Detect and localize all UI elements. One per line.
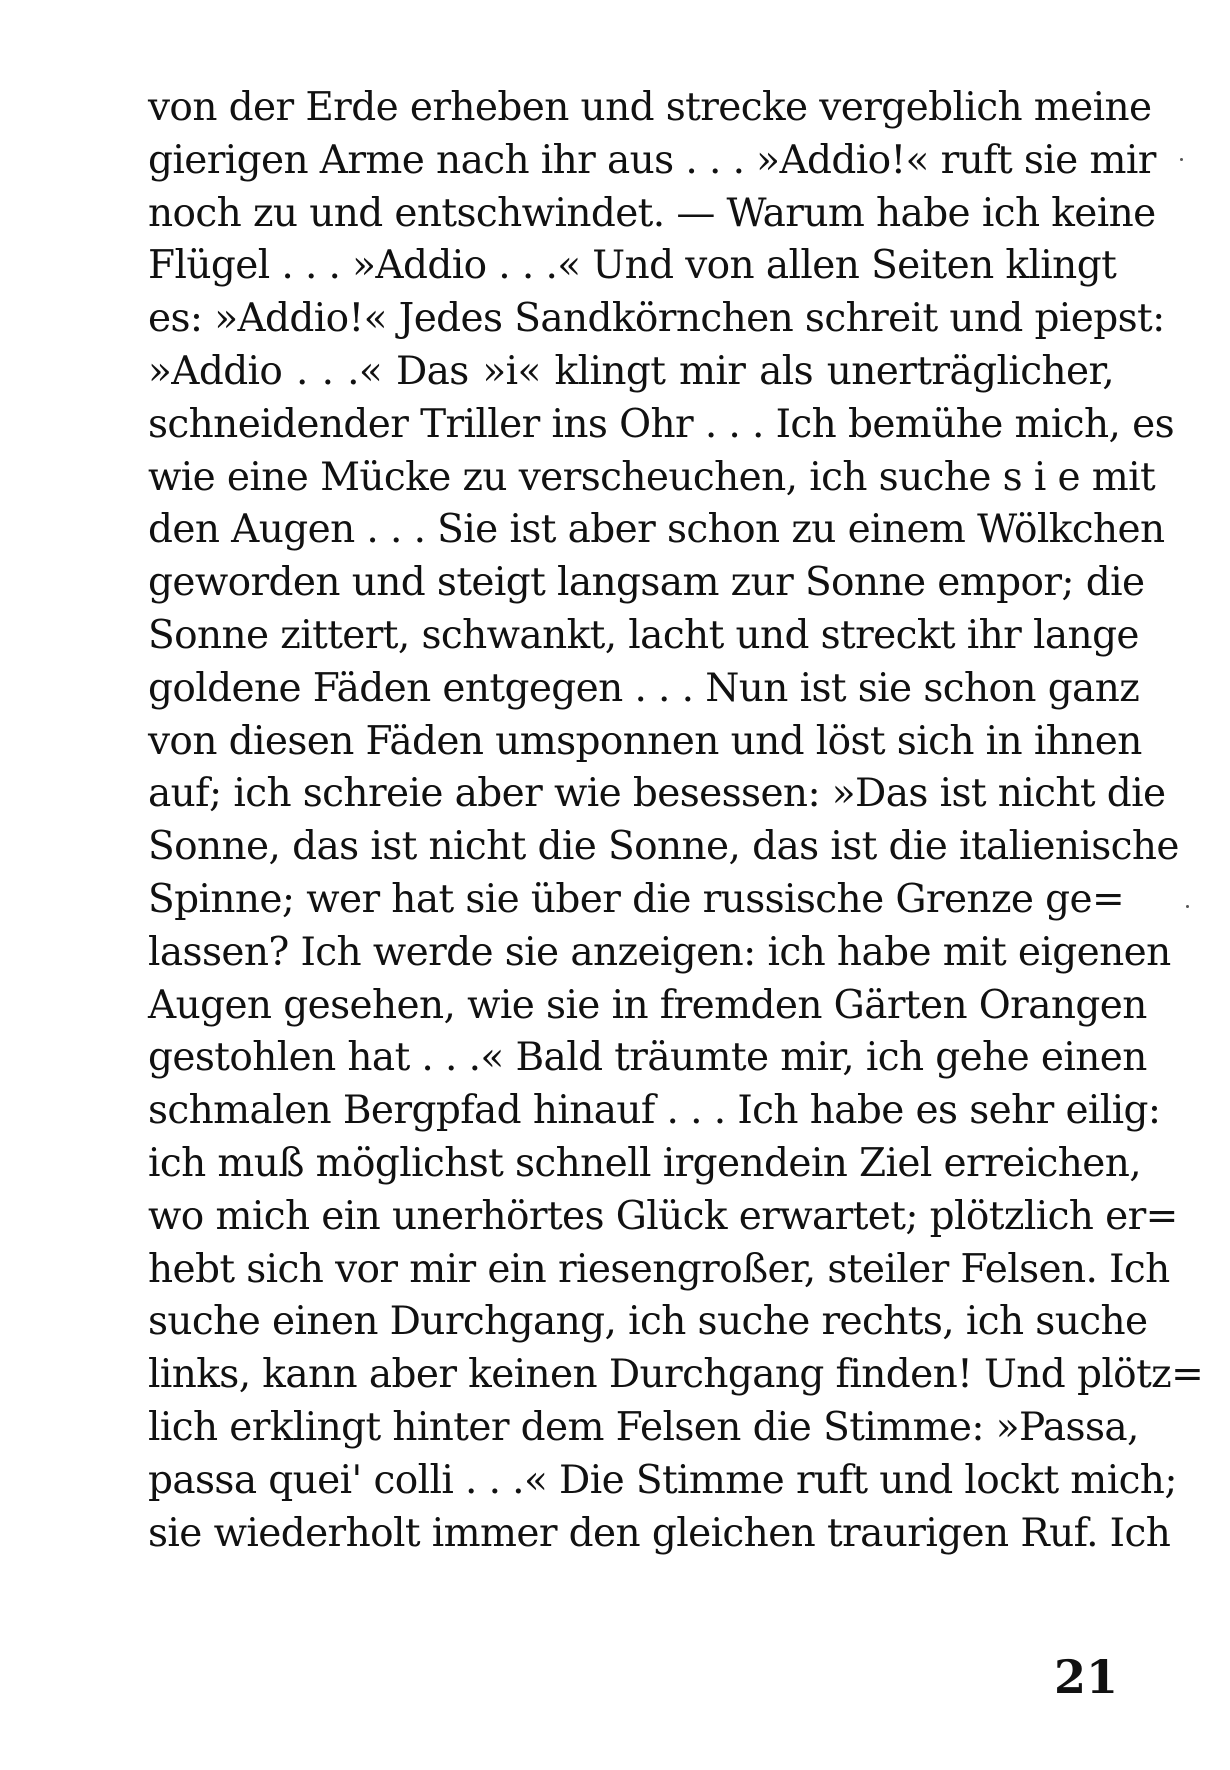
text-line: von diesen Fäden umsponnen und löst sich in ihnen <box>148 718 1142 764</box>
text-line: gestohlen hat . . .« Bald träumte mir, ich gehe einen <box>148 1035 1147 1081</box>
text-line: sie wiederholt immer den gleichen traurigen Ruf. Ich <box>148 1510 1171 1556</box>
scan-speck <box>1186 905 1189 908</box>
text-line: es: »Addio!« Jedes Sandkörnchen schreit und piepst: <box>148 296 1165 342</box>
text-line: schmalen Bergpfad hinauf . . . Ich habe es sehr eilig: <box>148 1088 1161 1134</box>
text-line: ich muß möglichst schnell irgendein Ziel erreichen, <box>148 1140 1142 1186</box>
text-line: auf; ich schreie aber wie besessen: »Das ist nicht die <box>148 771 1166 817</box>
text-line: links, kann aber keinen Durchgang finden! Und plötz= <box>148 1352 1204 1398</box>
text-line: gierigen Arme nach ihr aus . . . »Addio!« ruft sie mir <box>148 137 1156 183</box>
text-line: noch zu und entschwindet. — Warum habe ich keine <box>148 190 1156 236</box>
text-line: Sonne, das ist nicht die Sonne, das ist die italienische <box>148 824 1179 870</box>
text-line: lassen? Ich werde sie anzeigen: ich habe mit eigenen <box>148 929 1171 975</box>
text-line: goldene Fäden entgegen . . . Nun ist sie schon ganz <box>148 665 1140 711</box>
text-line: passa quei' colli . . .« Die Stimme ruft und lockt mich; <box>148 1457 1177 1503</box>
text-line: »Addio . . .« Das »i« klingt mir als unerträglicher, <box>148 348 1114 394</box>
text-line: suche einen Durchgang, ich suche rechts, ich suche <box>148 1299 1148 1345</box>
text-line: den Augen . . . Sie ist aber schon zu einem Wölkchen <box>148 507 1165 553</box>
text-line: hebt sich vor mir ein riesengroßer, steiler Felsen. Ich <box>148 1246 1170 1292</box>
text-line: lich erklingt hinter dem Felsen die Stimme: »Passa, <box>148 1404 1139 1450</box>
body-text <box>148 82 1204 1560</box>
text-line: Flügel . . . »Addio . . .« Und von allen Seiten klingt <box>148 243 1117 289</box>
page-number: 21 <box>1053 1650 1118 1704</box>
text-line: Sonne zittert, schwankt, lacht und streckt ihr lange <box>148 612 1139 658</box>
text-line: geworden und steigt langsam zur Sonne empor; die <box>148 560 1145 606</box>
text-line: Spinne; wer hat sie über die russische Grenze ge= <box>148 876 1125 922</box>
text-line: Augen gesehen, wie sie in fremden Gärten Orangen <box>148 982 1147 1028</box>
text-line: schneidender Triller ins Ohr . . . Ich bemühe mich, es <box>148 401 1175 447</box>
text-line: von der Erde erheben und strecke vergeblich meine <box>148 85 1152 130</box>
scan-speck <box>1180 158 1183 161</box>
text-line: wo mich ein unerhörtes Glück erwartet; plötzlich er= <box>148 1193 1178 1239</box>
text-line: wie eine Mücke zu verscheuchen, ich suche s i e mit <box>148 454 1156 500</box>
